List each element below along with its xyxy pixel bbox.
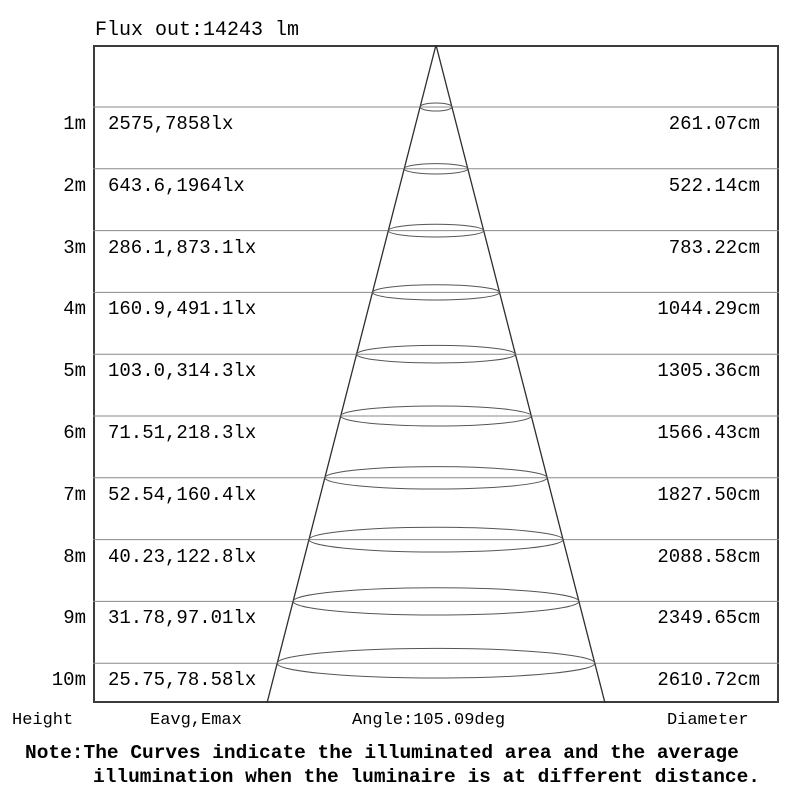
eavg-emax-value: 31.78,97.01lx: [108, 607, 257, 629]
eavg-emax-value: 160.9,491.1lx: [108, 298, 257, 320]
eavg-emax-value: 25.75,78.58lx: [108, 669, 257, 691]
height-label: 3m: [63, 237, 86, 259]
eavg-emax-value: 52.54,160.4lx: [108, 484, 257, 506]
diameter-value: 2088.58cm: [657, 546, 760, 568]
height-label: 8m: [63, 546, 86, 568]
diameter-value: 783.22cm: [668, 237, 760, 259]
column-label-diameter: Diameter: [667, 711, 749, 730]
height-label: 1m: [63, 113, 86, 135]
flux-out-title: Flux out:14243 lm: [95, 19, 300, 42]
height-label: 10m: [51, 669, 86, 691]
eavg-emax-value: 643.6,1964lx: [108, 175, 245, 197]
cone-left-edge: [267, 45, 436, 703]
height-label: 2m: [63, 175, 86, 197]
eavg-emax-value: 286.1,873.1lx: [108, 237, 257, 259]
eavg-emax-value: 103.0,314.3lx: [108, 360, 257, 382]
eavg-emax-value: 40.23,122.8lx: [108, 546, 257, 568]
diameter-value: 1305.36cm: [657, 360, 760, 382]
column-label-eavg-emax: Eavg,Emax: [150, 711, 242, 730]
beam-angle-label: Angle:105.09deg: [352, 711, 506, 730]
diameter-value: 1827.50cm: [657, 484, 760, 506]
height-label: 7m: [63, 484, 86, 506]
note-line-2: illumination when the luminaire is at different distance.: [93, 766, 761, 788]
diameter-value: 2610.72cm: [657, 669, 760, 691]
height-label: 6m: [63, 422, 86, 444]
column-label-height: Height: [12, 711, 74, 730]
height-label: 5m: [63, 360, 86, 382]
diameter-value: 522.14cm: [668, 175, 760, 197]
eavg-emax-value: 2575,7858lx: [108, 113, 234, 135]
diameter-value: 2349.65cm: [657, 607, 760, 629]
diameter-value: 1044.29cm: [657, 298, 760, 320]
note-line-1: Note:The Curves indicate the illuminated area and the average: [25, 742, 739, 764]
height-label: 9m: [63, 607, 86, 629]
diameter-value: 261.07cm: [668, 113, 760, 135]
height-label: 4m: [63, 298, 86, 320]
diameter-value: 1566.43cm: [657, 422, 760, 444]
eavg-emax-value: 71.51,218.3lx: [108, 422, 257, 444]
